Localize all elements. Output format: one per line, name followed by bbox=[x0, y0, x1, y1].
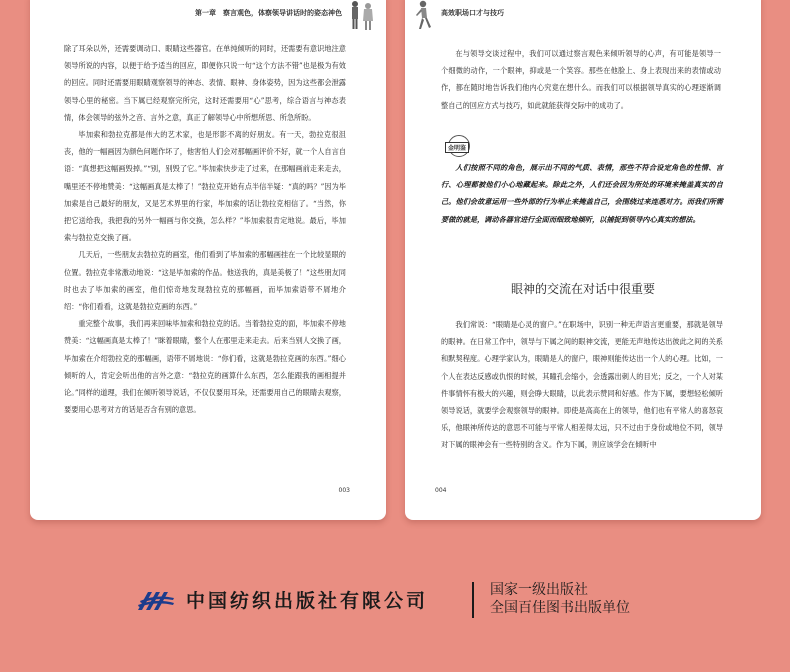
tip-badge bbox=[442, 137, 472, 157]
right-body-text bbox=[441, 316, 723, 454]
left-page-number: 003 bbox=[338, 487, 350, 494]
tagline-line-1: 国家一级出版社 bbox=[490, 582, 588, 598]
tagline-line-2: 全国百佳图书出版单位 bbox=[490, 600, 630, 616]
right-running-head: 高效职场口才与技巧 bbox=[441, 9, 504, 17]
left-paragraph: 除了耳朵以外，还需要调动口、眼睛这些器官。在单纯倾听的同时，还需要有意识地注意领导所说的内容，以便于给予适当的回应，即便你只说一句“这个方法不错”也是极为有效的回应。同时还需要用眼睛观察领导的神态、表情、眼神、身体姿势，因为这些都会泄露领导心里的秘密。当下属已经观察完所完，这时还需要用“心”思考，综合语言与神态表情，体会领导的弦外之音、言外之意，真正了解领导心中所想所思、所急所盼。 bbox=[64, 44, 346, 122]
walking-figure-icon bbox=[411, 0, 439, 32]
left-paragraph: 几天后，一些朋友去勃拉克的画室，他们看到了毕加索的那幅画挂在一个比较显眼的位置。勃拉克非常激动地说：“这是毕加索的作品。他送我的，真是美极了！”这些朋友同时也去了毕加索的画室，他们惊奇地发现勃拉克的那幅画，而毕加索语带不屑地介绍：“你们看看，这就是勃拉克画的东西。” bbox=[64, 250, 346, 312]
publisher-tagline bbox=[490, 581, 630, 617]
publisher-name: 中国纺织出版社有限公司 bbox=[186, 590, 429, 612]
footer-divider bbox=[472, 582, 474, 618]
left-body-text bbox=[64, 40, 346, 418]
right-intro-paragraph: 在与领导交谈过程中，我们可以通过察言观色来倾听领导的心声，有可能是领导一个细微的动作，一个眼神，抑或是一个笑容。那些在他脸上、身上表现出来的表情或动作，都在随时地告诉我们他内心究竟在想什么。而我们可以根据领导真实的心理逐渐调整自己的回应方式与技巧，如此就能获得交际中的成功了。 bbox=[441, 49, 721, 110]
left-running-head: 第一章 察言观色，体察领导讲话时的姿态神色 bbox=[195, 9, 342, 17]
publisher-stripes-logo-icon bbox=[136, 586, 176, 612]
section-heading: 眼神的交流在对话中很重要 bbox=[510, 282, 655, 296]
badge-label: 金明鉴 bbox=[445, 142, 469, 153]
right-intro-text bbox=[441, 45, 721, 114]
left-paragraph: 重完整个故事，我们再来回味毕加索和勃拉克的话。当着勃拉克的面，毕加索不停地赞美：“这幅画真是太棒了！”眯着眼睛，整个人在那里走来走去。后来当别人交换了画，毕加索在介绍勃拉克的那幅画，语带不屑地说：“你们看，这就是勃拉克画的东西。”细心倾听的人，肯定会听出他的言外之意：“勃拉克的画算什么东西，怎么能跟我的画相提并论。”同样的道理，我们在倾听领导说话，不仅仅要用耳朵，还需要用自己的眼睛去观察，要要用心思考对方的话是否含有别的意思。 bbox=[64, 319, 346, 415]
right-body-paragraph: 我们常说：“眼睛是心灵的窗户。”在职场中，识别一种无声语言更重要，那就是领导的眼神。在日常工作中，领导与下属之间的眼神交流，更能无声地传达出彼此之间的关系和默契程度。心理学家认为，眼睛是人的窗户，眼神则能传达出一个人的心理。比如，一个人在表达反感或仇恨的时候，其瞳孔会缩小，会透露出刺人的目光；反之，一个人对某件事情怀有极大的兴趣，则会睁大眼睛，以此表示赞同和好感。作为下属，要想轻松倾听领导说话，就要学会观察领导的眼神。即使是高高在上的领导，他们也有平常人的喜怒哀乐，他眼神所传达的意思不可能与平常人相差得太远，只不过由于身份或地位不同，领导对下属的眼神会有一些特别的含义。作为下属，则应该学会在倾听中 bbox=[441, 320, 723, 450]
right-page-number: 004 bbox=[435, 487, 447, 494]
standing-figures-icon bbox=[348, 0, 376, 32]
publisher-footer bbox=[0, 578, 790, 624]
tip-paragraph: 人们按照不同的角色，展示出不同的气质、表情，那些不符合设定角色的性情、言行、心理都被他们小心地藏起来。除此之外，人们还会因为所处的环境来掩盖真实的自己。他们会故意运用一些外部的行为举止来掩盖自己，会围绕过来连悉对方。而我们所需要做的就是，调动各器官进行全面而细致地倾听，以捕捉到领导内心真实的想法。 bbox=[441, 163, 723, 224]
left-paragraph: 毕加索和勃拉克都是伟大的艺术家，也是形影不离的好朋友。有一天，勃拉克很沮丧，他的一幅画因为颜色问题作坏了，他害怕人们会对那幅画评价不好，就一个人自言自语：“真想把这幅画毁掉。”“别，别毁了它。”毕加索快步走了过来，在那幅画前走来走去，嘴里还不停地赞美：“这幅画真是太棒了！”勃拉克开始有点半信半疑：“真的吗？”因为毕加索是自己最好的朋友，又是艺术界里的行家，毕加索的话让勃拉克相信了。“当然，你把它送给我，我把我的另外一幅画与你交换，怎么样？”毕加索很肯定地说。最后，毕加索与勃拉克交换了画。 bbox=[64, 130, 346, 243]
left-book-page bbox=[30, 0, 386, 520]
right-book-page bbox=[405, 0, 761, 520]
tip-text bbox=[441, 159, 723, 228]
